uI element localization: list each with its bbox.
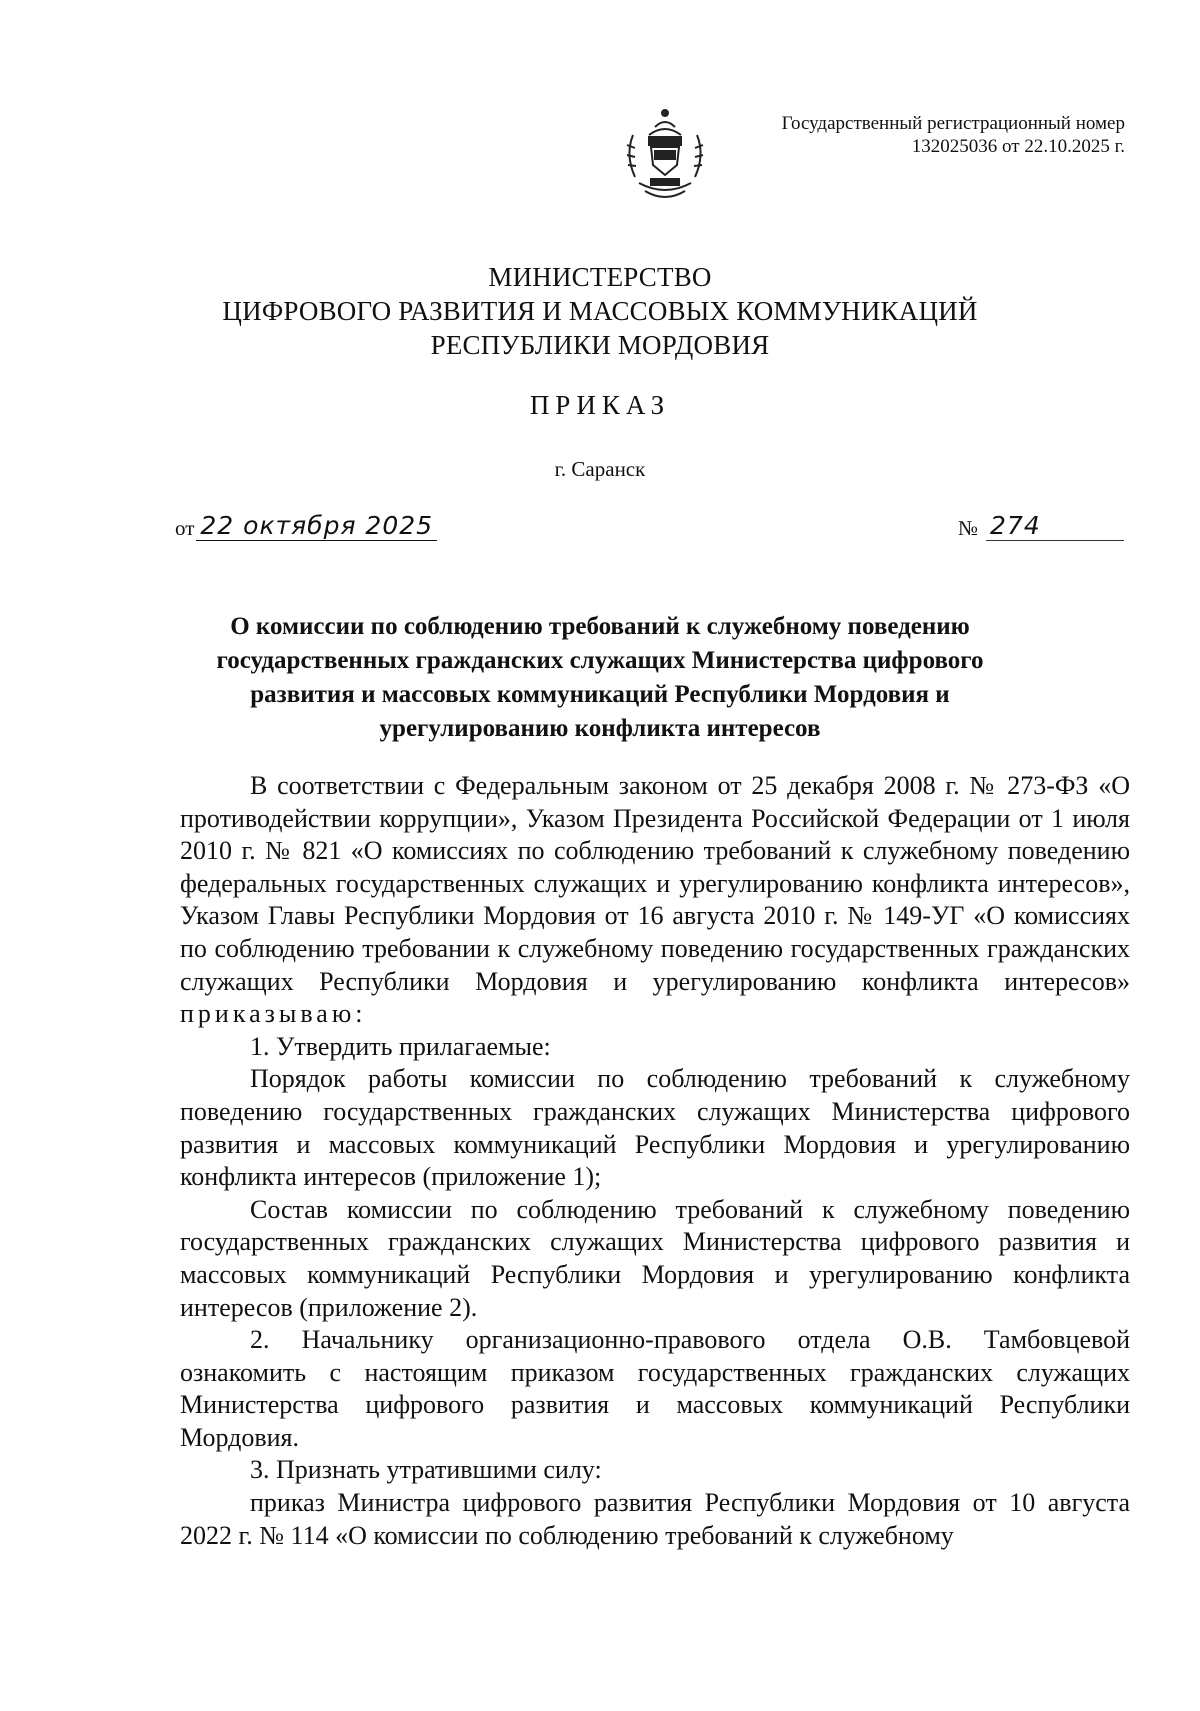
- title-line-1: О комиссии по соблюдению требований к служебному поведению: [230, 613, 970, 640]
- title-line-2: государственных гражданских служащих Министерства цифрового: [216, 647, 984, 674]
- order-title: [150, 610, 1050, 746]
- coat-of-arms-emblem: [615, 105, 715, 215]
- preamble-text: В соответствии с Федеральным законом от 25 декабря 2008 г. № 273-ФЗ «О противодействии коррупции», Указом Президента Российской Федерации от 1 июля 2010 г. № 821 «О комиссиях по соблюдению требований к служебному поведению федеральных государственных служащих и урегулированию конфликта интересов», Указом Главы Республики Мордовия от 16 августа 2010 г. № 149-УГ «О комиссиях по соблюдению требовании к служебному поведению государственных гражданских служащих Республики Мордовия и урегулированию конфликта интересов»: [180, 771, 1130, 996]
- body-paragraph-3: Состав комиссии по соблюдению требований к служебному поведению государственных гражданских служащих Министерства цифрового развития и массовых коммуникаций Республики Мордовия и урегулированию конфликта интересов (приложение 2).: [180, 1194, 1130, 1322]
- order-verb: приказываю:: [180, 999, 367, 1029]
- document-type: ПРИКАЗ: [529, 390, 671, 420]
- ministry-line-2: ЦИФРОВОГО РАЗВИТИЯ И МАССОВЫХ КОММУНИКАЦИЙ: [222, 296, 978, 326]
- body-paragraph-preamble: [180, 770, 1130, 1031]
- registration-line-2: 132025036 от 22.10.2025 г.: [911, 136, 1125, 157]
- ministry-line-1: МИНИСТЕРСТВО: [488, 262, 712, 292]
- order-date: [175, 512, 437, 541]
- body-paragraph-1: 1. Утвердить прилагаемые:: [250, 1031, 551, 1061]
- order-number: [958, 512, 1124, 541]
- body-paragraph-6: приказ Министра цифрового развития Республики Мордовия от 10 августа 2022 г. № 114 «О комиссии по соблюдению требований к служебному: [180, 1488, 1130, 1550]
- order-body: [180, 770, 1130, 1552]
- date-prefix: от: [175, 516, 195, 540]
- city: г. Саранск: [554, 457, 646, 481]
- title-line-3: развития и массовых коммуникаций Республики Мордовия и: [250, 681, 950, 708]
- registration-line-1: Государственный регистрационный номер: [781, 113, 1125, 134]
- body-paragraph-4: 2. Начальнику организационно-правового отдела О.В. Тамбовцевой ознакомить с настоящим приказом государственных гражданских служащих Министерства цифрового развития и массовых коммуникаций Республики Мордовия.: [180, 1325, 1130, 1452]
- handwritten-date: 22 октября 2025: [196, 512, 437, 541]
- handwritten-number: 274: [986, 512, 1124, 541]
- body-paragraph-2: Порядок работы комиссии по соблюдению требований к служебному поведению государственных гражданских служащих Министерства цифрового развития и массовых коммуникаций Республики Мордовия и урегулированию конфликта интересов (приложение 1);: [180, 1064, 1130, 1192]
- number-prefix: №: [958, 516, 979, 540]
- registration-number: [705, 112, 1125, 158]
- title-line-4: урегулированию конфликта интересов: [379, 715, 821, 742]
- ministry-name: [0, 260, 1200, 362]
- ministry-line-3: РЕСПУБЛИКИ МОРДОВИЯ: [430, 330, 770, 360]
- body-paragraph-5: 3. Признать утратившими силу:: [250, 1455, 602, 1485]
